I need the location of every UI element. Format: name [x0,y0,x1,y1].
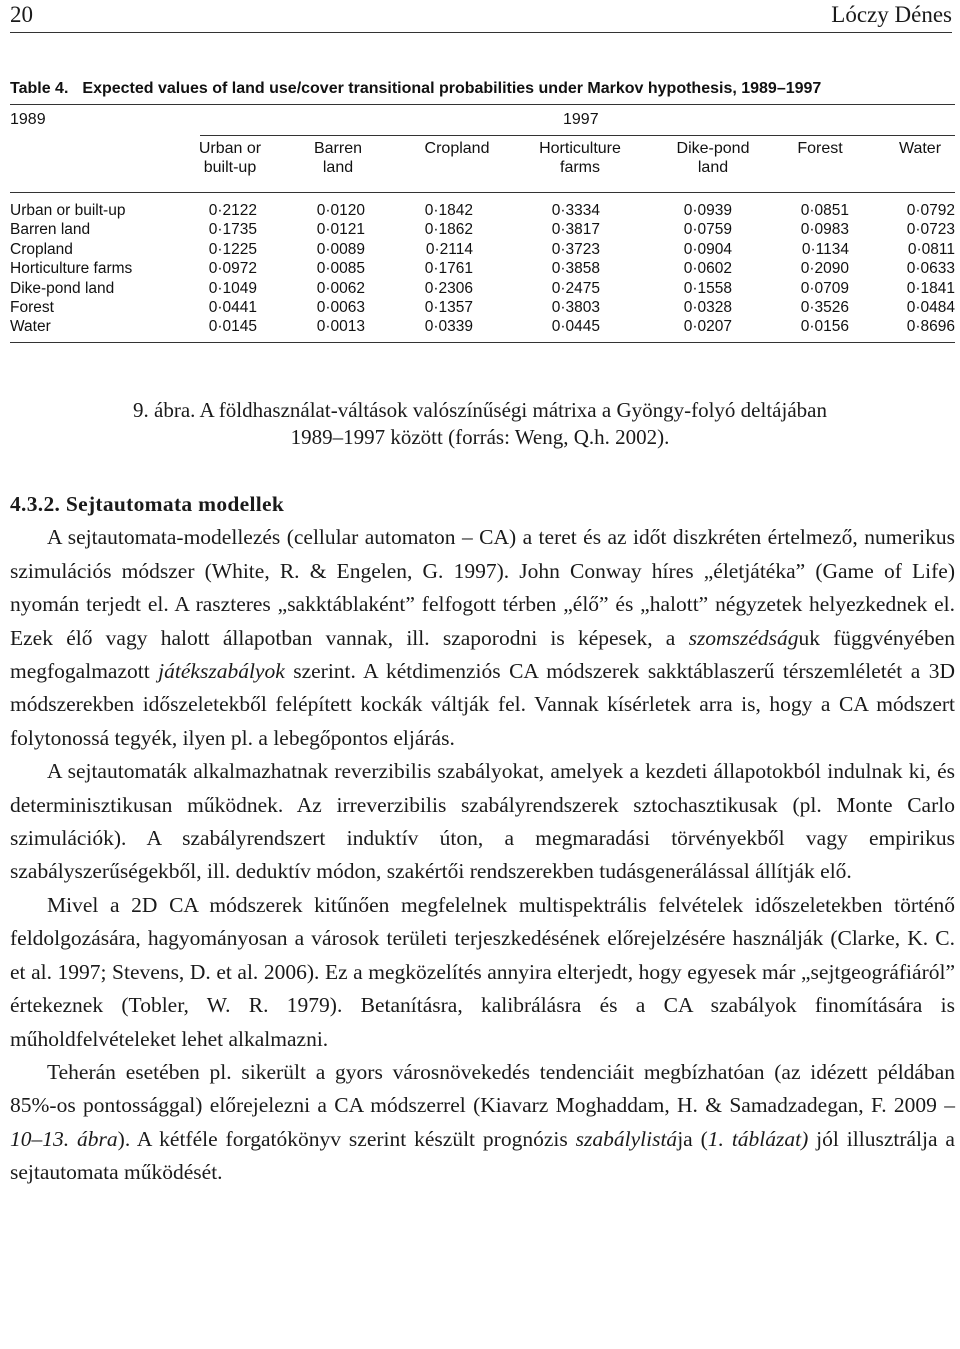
table-cell: 0·1357 [424,299,473,317]
table-cell: 0·0121 [316,221,365,239]
table-cell: 0·1862 [424,221,473,239]
table-cell: 0·3334 [551,202,600,219]
table-cell: 0·1558 [683,279,732,297]
table-row [10,317,955,336]
row-label: Cropland [10,240,73,258]
row-label: Barren land [10,221,91,239]
table-row [10,220,955,239]
table-row [10,240,955,259]
table-cell: 0·0085 [316,260,365,278]
table-cell: 0·0145 [208,318,257,336]
table-cell: 0·2090 [800,260,849,278]
paragraph: A sejtautomaták alkalmazhatnak reverzibilis szabályokat, amelyek a kezdeti állapotokból indulnak ki, és determinisztikusan működnek. Az irreverzibilis szabályrendszerek sztochasztikusak (pl. Monte Carlo szimulációk). A szabályrendszert induktív úton, a megmaradási törvényekből vagy empirikus szabályszerűségekből, ill. deduktív módon, szakértői rendszerekben tudásgenerálással állítják elő. [10,759,955,884]
table-cell: 0·2114 [425,240,473,258]
row-label: Forest [10,299,54,317]
emphasis: játékszabályok [158,659,285,684]
section-heading: 4.3.2. Sejtautomata modellek [10,492,285,516]
table-cell: 0·0207 [683,318,732,336]
row-label: Water [10,318,51,336]
header-rule [10,32,952,33]
transition-matrix [10,201,955,337]
column-header: Horticulture farms [539,140,621,176]
table-row [10,298,955,317]
paragraph [10,521,955,755]
table-cell: 0·1842 [424,202,473,219]
column-header: Water [898,140,942,157]
table-cell: 0·1225 [208,240,257,258]
text-run: A sejtautomata-modellezés (cellular automaton – CA) a teret és az időt diszkréten értelmező, numerikus szimulációs módszer (White, R. & Engelen, G. 1997). John Conway híres „életjátéka” (Game of Life) nyomán terjedt el. A raszteres „sakktáblaként” felfogott térben „élő” és „halott” négyzetek helyezkednek el. Ezek élő vagy halott állapotban vannak, ill. szaporodni is képesek, a [10,525,955,650]
table-cell: 0·3858 [551,260,600,278]
table-cell: 0·3803 [551,299,600,317]
table-cell: 0·3723 [551,240,600,258]
emphasis: 1. táblázat) [707,1126,809,1151]
table-bottom-rule [10,342,955,343]
table-year-row [10,111,955,135]
table-cell: 0·0013 [316,318,365,336]
table-cell: 0·0972 [208,260,257,278]
column-header: Urban or built-up [198,140,262,176]
table-cell: 0·2122 [208,202,257,219]
table-cell: 0·0484 [906,299,955,317]
table-caption [10,80,955,98]
row-label: Horticulture farms [10,260,133,278]
section-cellular-automata [10,488,955,1190]
table-cell: 0·1761 [424,260,473,278]
table-cell: 0·0120 [316,202,365,219]
column-header: Dike-pond land [676,140,750,176]
row-label: Dike-pond land [10,279,115,297]
paragraph [10,1056,955,1190]
column-header: Barren land [313,140,363,176]
table-cell: 0·2306 [424,279,473,297]
table-cell: 0·3526 [800,299,849,317]
text-run: szerint. A kétdimenziós CA módszerek sakktáblaszerű térszemléletét a 3D módszerekben időszeletekből felépített kockák váltják fel. Vannak kísérletek arra is, hogy a CA módszert folytonossá tegyék, ilyen pl. a lebegőpontos eljárás. [10,659,955,750]
table-cell: 0·0983 [800,221,849,239]
table-cell: 0·0811 [907,240,955,258]
page-number: 20 [10,2,33,27]
table-row [10,201,955,220]
emphasis: 10–13. ábra [10,1126,118,1151]
table-cell: 0·0759 [683,221,732,239]
running-header [10,2,952,32]
table-cell: 0·0445 [551,318,600,336]
table-title: Expected values of land use/cover transitional probabilities under Markov hypothesis, 1989–1997 [82,80,822,97]
text-run: ja ( [677,1126,708,1151]
paragraph: Mivel a 2D CA módszerek kitűnően megfelelnek multispektrális felvételek időszeletekben történő feldolgozására, hagyományosan a városok területi terjeszkedésének előrejelzésére használják (Clarke, K. C. et al. 1997; Stevens, D. et al. 2006). Ez a megközelítés annyira elterjedt, hogy egyesek már „sejtgeográfiáról” értekeznek (Tobler, W. R. 1979). Betanításra, kalibrálásra és a CA szabályok finomítására is műholdfelvételeket lehet alkalmazni. [10,892,955,1051]
table-cell: 0·0904 [683,240,732,258]
table-cell: 0·0709 [800,279,849,297]
table-cell: 0·0851 [800,202,849,219]
table-cell: 0·0089 [316,240,365,258]
table-cell: 0·1049 [208,279,257,297]
table-cell: 0·0062 [316,279,365,297]
emphasis: szabálylistá [575,1126,678,1151]
row-label: Urban or built-up [10,202,126,219]
table-cell: 0·0723 [906,221,955,239]
column-header: Cropland [424,140,490,157]
column-header: Forest [797,140,843,157]
table-cell: 0·1735 [208,221,257,239]
table-cell: 0·0602 [683,260,732,278]
table-cell: 0·0328 [683,299,732,317]
table-cell: 0·1841 [906,279,955,297]
text-run: ). A kétféle forgatókönyv szerint készült prognózis [117,1126,576,1151]
table-cell: 0·0339 [424,318,473,336]
table-label: Table 4. [10,80,69,97]
figure-caption [0,397,960,451]
table-cell: 0·0156 [800,318,849,336]
table-top-rule [10,104,955,105]
table-cell: 0·0063 [316,299,365,317]
text-run: Teherán esetében pl. sikerült a gyors városnövekedés tendenciáit megbízhatóan (az idézett példában 85%-os pontossággal) előrejelezni a CA módszerrel (Kiavarz Moghaddam, H. & Samadzadegan, F. 2009 – [10,1059,955,1118]
table-cell: 0·0939 [683,202,732,219]
table-cell: 0·8696 [906,318,955,336]
table-cell: 0·3817 [551,221,600,239]
text-run: jól illusztrálja a sejtautomata működését. [10,1126,955,1185]
year-span-rule [200,135,955,136]
table-cell: 0·1134 [801,240,849,258]
table-cell: 0·2475 [551,279,600,297]
table-cell: 0·0792 [906,202,955,219]
table-cell: 0·0633 [906,260,955,278]
figure-caption-line: 1989–1997 között (forrás: Weng, Q.h. 2002). [290,425,670,449]
table-row [10,259,955,278]
text-run: uk függvényében megfogalmazott [10,625,955,684]
from-year: 1989 [10,111,46,128]
header-bottom-rule [10,192,955,193]
emphasis: szomszédság [688,625,799,650]
table-row [10,279,955,298]
running-author: Lóczy Dénes [831,2,952,27]
table-column-headers [10,139,955,183]
figure-caption-line: 9. ábra. A földhasználat-váltások valószínűségi mátrixa a Gyöngy-folyó deltájában [133,398,827,422]
markov-table-figure [10,80,955,343]
to-year: 1997 [563,111,599,128]
table-cell: 0·0441 [208,299,257,317]
